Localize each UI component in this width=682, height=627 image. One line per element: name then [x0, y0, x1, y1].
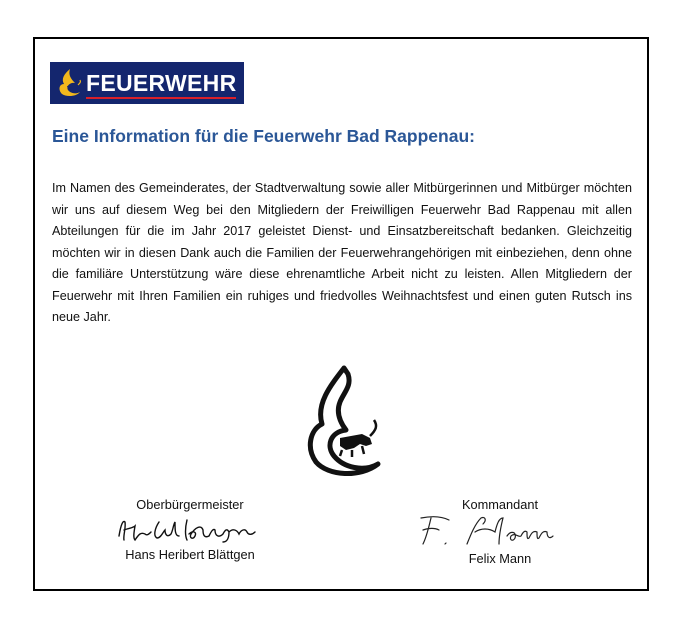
signature-title-left: Oberbürgermeister	[136, 497, 244, 512]
headline: Eine Information für die Feuerwehr Bad Rappenau:	[52, 126, 475, 146]
flame-lion-icon	[56, 68, 84, 98]
signature-block-right	[405, 497, 595, 566]
document-frame	[33, 37, 649, 591]
handwritten-signature-right	[415, 514, 585, 548]
signature-title-right: Kommandant	[461, 497, 539, 512]
feuerwehr-logo	[50, 62, 244, 104]
signature-block-left	[95, 497, 285, 562]
logo-underline	[86, 97, 236, 99]
flame-lion-emblem-icon	[300, 364, 390, 479]
signature-name-left: Hans Heribert Blättgen	[125, 547, 255, 562]
handwritten-signature-left	[115, 514, 265, 544]
body-paragraph: Im Namen des Gemeinderates, der Stadtverwaltung sowie aller Mitbürgerinnen und Mitbürger möchten wir uns auf diesem Weg bei den Mitgliedern der Freiwilligen Feuerwehr Bad Rappenau mit allen Abteilungen für die im Jahr 2017 geleistet Dienst- und Einsatzbereitschaft bedanken. Gleichzeitig möchten wir in diesen Dank auch die Familien der Feuerwehrangehörigen mit einbeziehen, denn ohne die familiäre Unterstützung wäre diese ehrenamtliche Arbeit nicht zu leisten. Allen Mitgliedern der Feuerwehr mit Ihren Familien ein ruhiges und friedvolles Weihnachtsfest und einen guten Rutsch ins neue Jahr.	[52, 181, 632, 324]
signature-name-right: Felix Mann	[468, 551, 532, 566]
logo-text: FEUERWEHR	[86, 69, 237, 96]
